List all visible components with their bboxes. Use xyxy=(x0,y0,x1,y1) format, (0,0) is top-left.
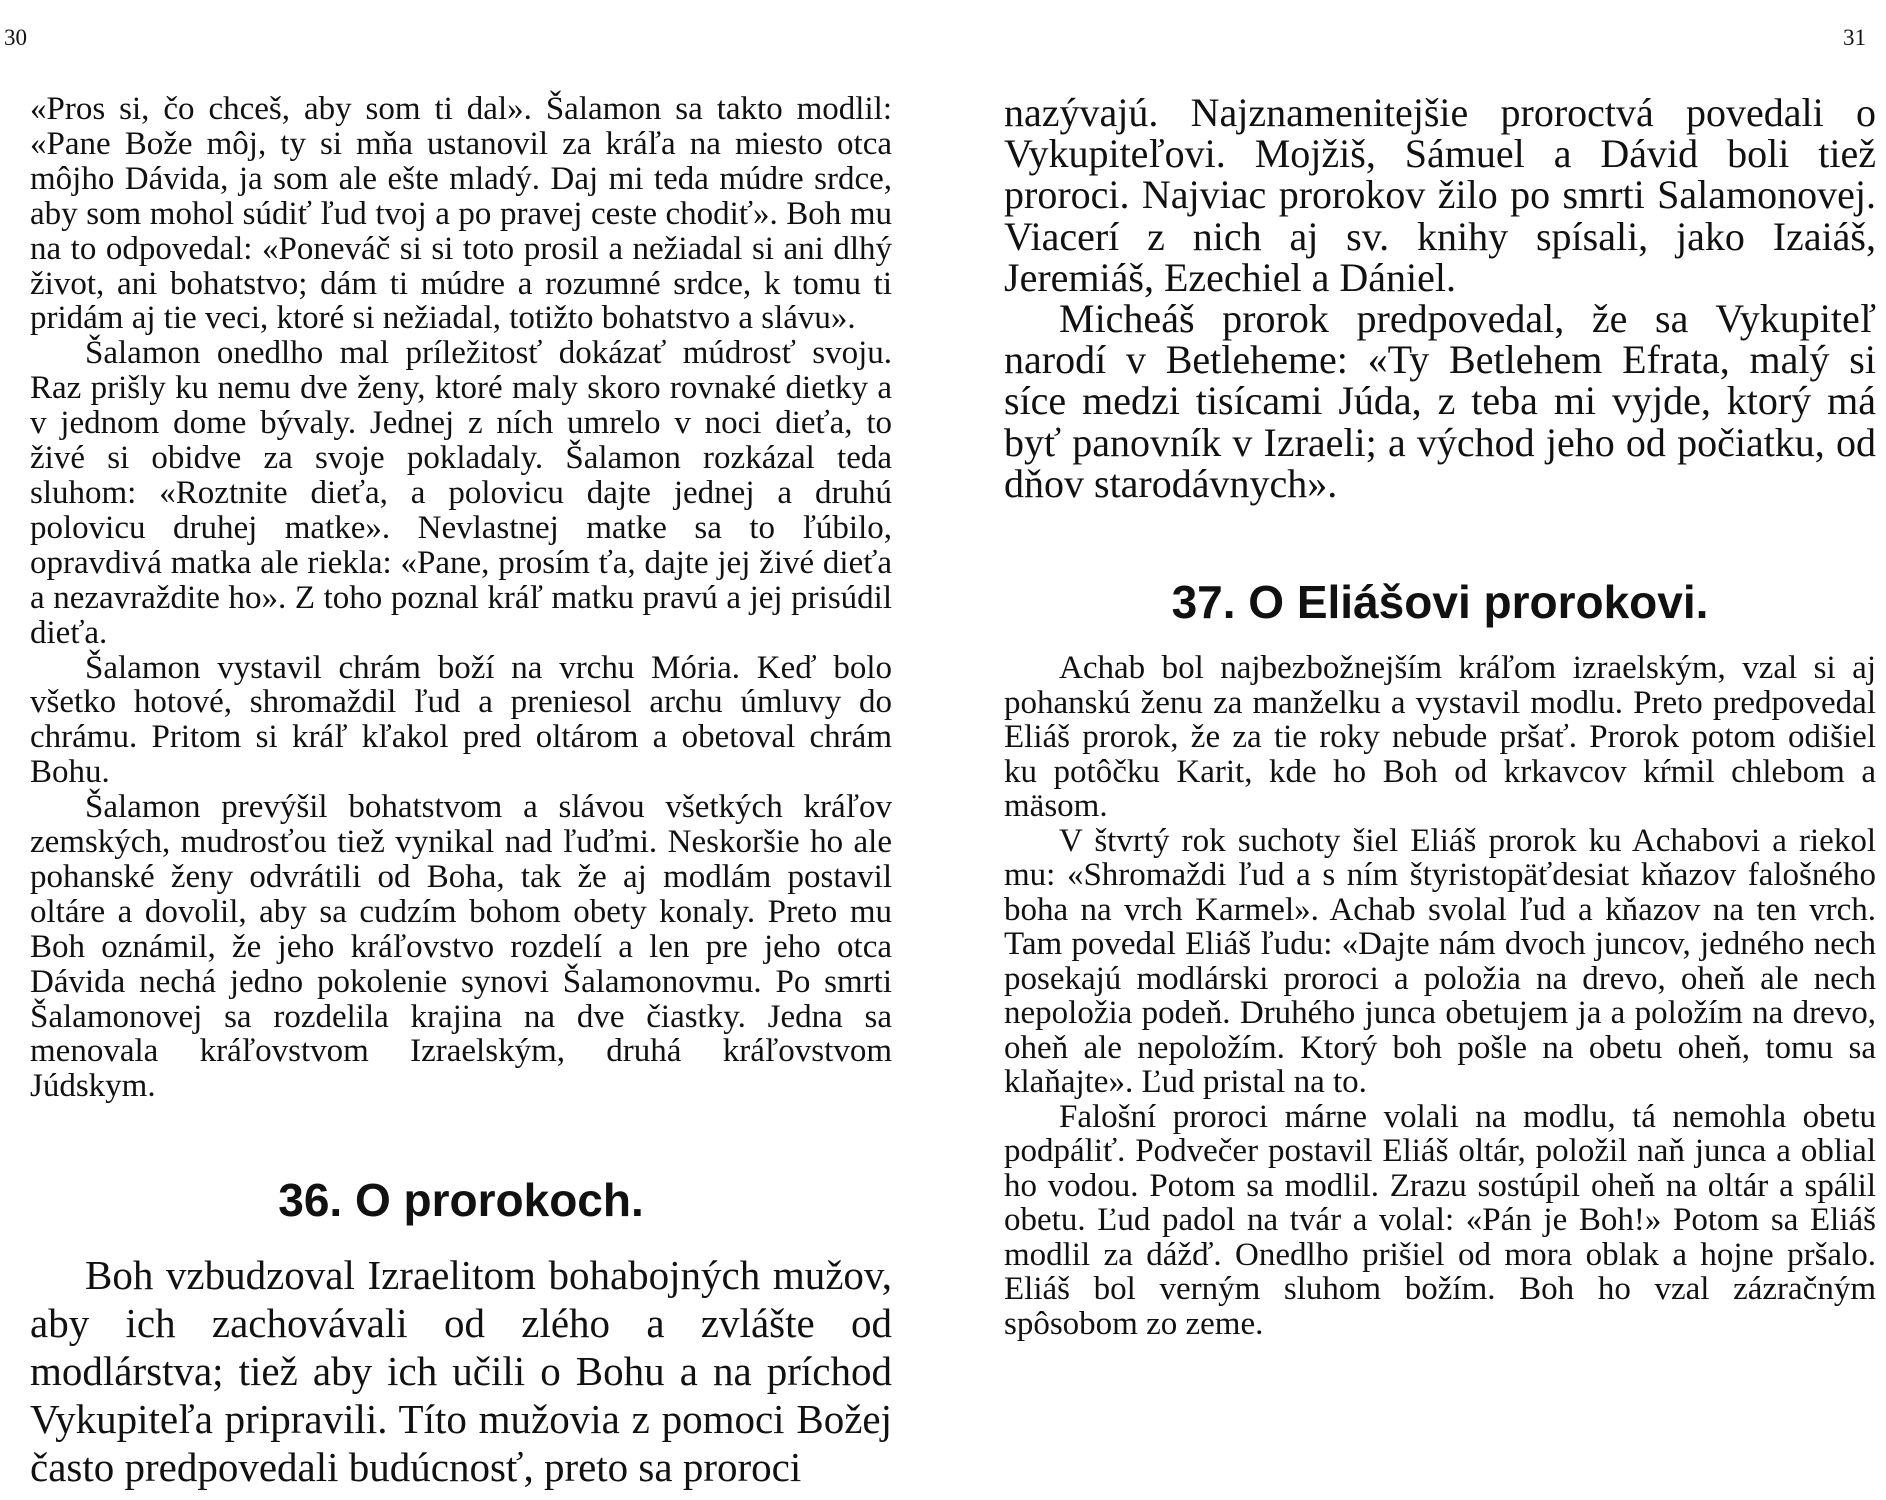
paragraph: V štvrtý rok suchoty šiel Eliáš prorok ku Achabovi a riekol mu: «Shromaždi ľud a s ním štyristopäťdesiat kňazov falošného boha na vrch Karmel». Achab svolal ľud a kňazov na ten vrch. Tam povedal Eliáš ľudu: «Dajte nám dvoch juncov, jedného nech posekajú modlárski proroci a položia na drevo, oheň ale nech nepoložia podeň. Druhého junca obetujem ja a položím na drevo, oheň ale nepoložím. Ktorý boh pošle na obetu oheň, tomu sa klaňajte». Ľud pristal na to. xyxy=(1004,822,1876,1100)
section-36-body xyxy=(30,1251,892,1491)
paragraph: Šalamon prevýšil bohatstvom a slávou všetkých kráľov zemských, mudrosťou tiež vynikal nad ľuďmi. Neskoršie ho ale pohanské ženy odvrátili od Boha, tak že aj modlám postavil oltáre a dovolil, aby sa cudzím bohom obety konaly. Preto mu Boh oznámil, že jeho kráľovstvo rozdelí a len pre jeho otca Dávida nechá jedno pokolenie synovi Šalamonovmu. Po smrti Šalamonovej sa rozdelila krajina na dve čiastky. Jedna sa menovala kráľovstvom Izraelským, druhá kráľovstvom Júdskym. xyxy=(30,789,892,1105)
paragraph: nazývajú. Najznamenitejšie proroctvá povedali o Vykupiteľovi. Mojžiš, Sámuel a Dávid boli tiež proroci. Najviac prorokov žilo po smrti Salamonovej. Viacerí z nich aj sv. knihy spísali, jako Izaiáš, Jeremiáš, Ezechiel a Dániel. xyxy=(1004,90,1876,300)
paragraph: Falošní proroci márne volali na modlu, tá nemohla obetu podpáliť. Podvečer postavil Eliáš oltár, položil naň junca a oblial ho vodou. Potom sa modlil. Zrazu sostúpil oheň na oltár a spálil obetu. Ľud padol na tvár a volal: «Pán je Boh!» Potom sa Eliáš modlil za dážď. Onedlho prišiel od mora oblak a hojne pršalo. Eliáš bol verným sluhom božím. Boh ho vzal zázračným spôsobom zo zeme. xyxy=(1004,1098,1876,1342)
page-number-right: 31 xyxy=(1843,25,1866,50)
paragraph: Micheáš prorok predpovedal, že sa Vykupiteľ narodí v Betleheme: «Ty Betlehem Efrata, malý si síce medzi tisícami Júda, z teba mi vyjde, ktorý má byť panovník v Izraeli; a východ jeho od počiatku, od dňov starodávnych». xyxy=(1004,296,1876,506)
left-page-body xyxy=(30,92,892,1104)
section-37-body xyxy=(1004,651,1876,1341)
paragraph: «Pros si, čo chceš, aby som ti dal». Šalamon sa takto modlil: «Pane Bože môj, ty si mňa ustanovil za kráľa na miesto otca môjho Dávida, ja som ale ešte mladý. Daj mi teda múdre srdce, aby som mohol súdiť ľud tvoj a po pravej ceste chodiť». Boh mu na to odpovedal: «Poneváč si si toto prosil a nežiadal si ani dlhý život, ani bohatstvo; dám ti múdre a rozumné srdce, k tomu ti pridám aj tie veci, ktoré si nežiadal, totižto bohatstvo a slávu». xyxy=(30,91,892,337)
paragraph: Achab bol najbezbožnejším kráľom izraelským, vzal si aj pohanskú ženu za manželku a vystavil modlu. Preto predpovedal Eliáš prorok, že za tie roky nebude pršať. Prorok potom odišiel ku potôčku Karit, kde ho Boh od krkavcov kŕmil chlebom a mäsom. xyxy=(1004,650,1876,824)
section-heading-36: 36. O prorokoch. xyxy=(278,1174,644,1226)
page-number-left: 30 xyxy=(4,25,27,50)
right-page-body xyxy=(1004,92,1876,504)
right-page xyxy=(960,0,1886,1500)
paragraph: Šalamon onedlho mal príležitosť dokázať múdrosť svoju. Raz prišly ku nemu dve ženy, ktoré maly skoro rovnaké dietky a v jednom dome bývaly. Jednej z ních umrelo v noci dieťa, to živé si obidve za svoje pokladaly. Šalamon rozkázal teda sluhom: «Roztnite dieťa, a polovicu dajte jednej a druhú polovicu druhej matke». Nevlastnej matke sa to ľúbilo, opravdivá matka ale riekla: «Pane, prosím ťa, dajte jej živé dieťa a nezavraždite ho». Z toho poznal kráľ matku pravú a jej prisúdil dieťa. xyxy=(30,335,892,651)
paragraph: Šalamon vystavil chrám boží na vrchu Mória. Keď bolo všetko hotové, shromaždil ľud a preniesol archu úmluvy do chrámu. Pritom si kráľ kľakol pred oltárom a obetoval chrám Bohu. xyxy=(30,649,892,791)
left-page xyxy=(0,0,920,1500)
section-heading-37: 37. O Eliášovi prorokovi. xyxy=(1171,576,1709,628)
paragraph: Boh vzbudzoval Izraelitom bohabojných mužov, aby ich zachovávali od zlého a zvlášte od modlárstva; tiež aby ich učili o Bohu a na príchod Vykupiteľa pripravili. Títo mužovia z pomoci Božej často predpovedali budúcnosť, preto sa proroci xyxy=(30,1252,892,1490)
